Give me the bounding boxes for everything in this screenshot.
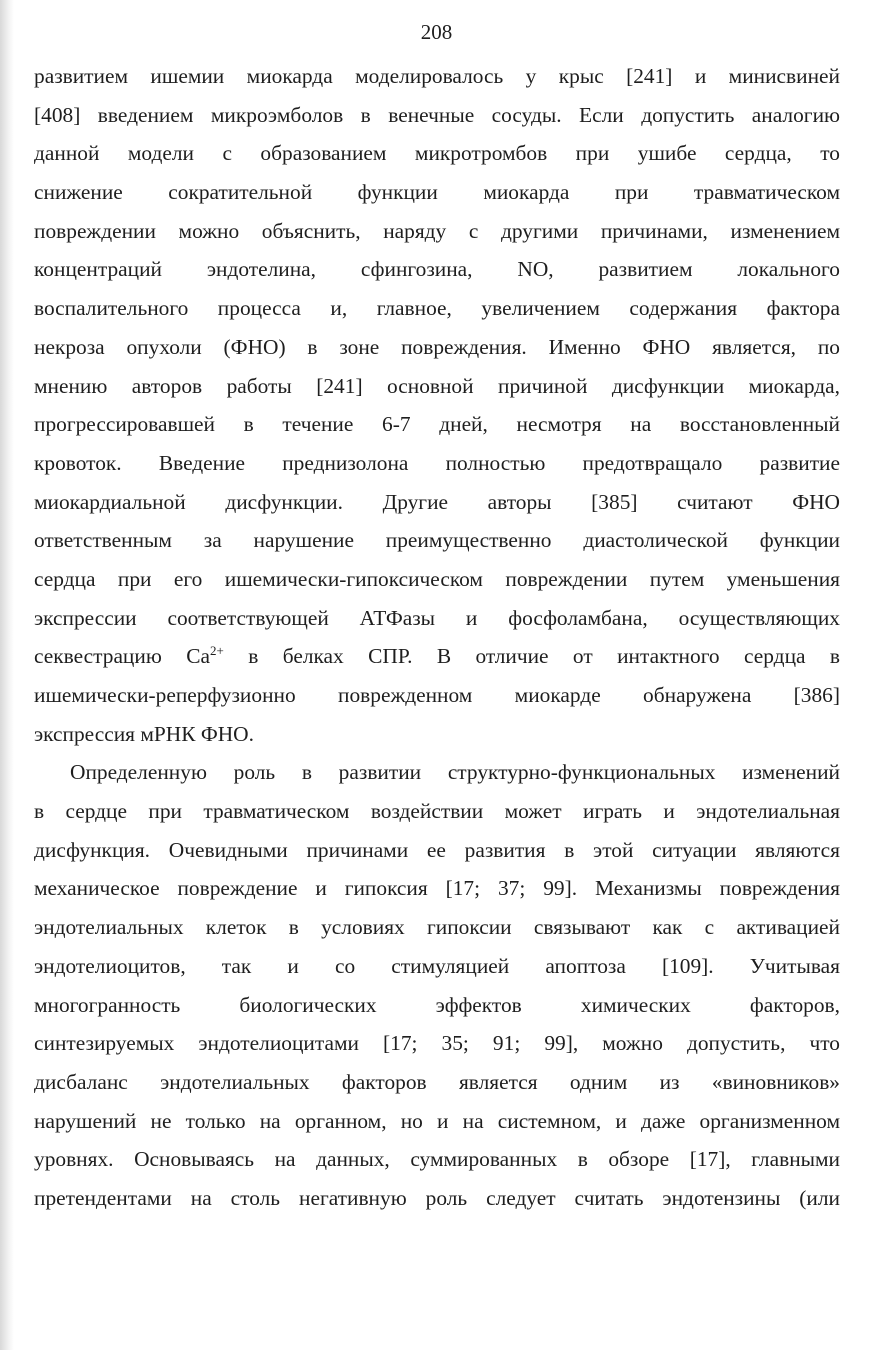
text-line: дисфункция. Очевидными причинами ее развития в этой ситуации являются: [34, 837, 840, 862]
text-line-with-superscript: [34, 637, 840, 676]
text-line: дисбаланс эндотелиальных факторов является одним из «виновников»: [34, 1069, 840, 1094]
text-line: снижение сократительной функции миокарда при травматическом: [34, 180, 840, 205]
text-line: нарушений не только на органном, но и на системном, и даже организменном: [34, 1108, 840, 1133]
scan-edge-shadow: [0, 0, 14, 1350]
text-line: данной модели с образованием микротромбов при ушибе сердца, то: [34, 141, 840, 166]
text-line: Определенную роль в развитии структурно-функциональных изменений: [70, 760, 840, 785]
superscript-charge: 2+: [209, 643, 224, 659]
text-fragment: в белках СПР. В отличие от интактного сердца в: [223, 644, 841, 669]
text-line: концентраций эндотелина, сфингозина, NO, развитием локального: [34, 257, 840, 282]
page-number: 208: [420, 20, 453, 44]
text-line: повреждении можно объяснить, наряду с другими причинами, изменением: [34, 218, 840, 243]
text-fragment: секвестрацию Ca: [34, 644, 210, 669]
text-line: многогранность биологических эффектов химических факторов,: [34, 992, 840, 1017]
text-line: эндотелиоцитов, так и со стимуляцией апоптоза [109]. Учитывая: [34, 953, 840, 978]
body-text: [34, 57, 840, 1218]
text-line: кровоток. Введение преднизолона полностью предотвращало развитие: [34, 450, 840, 475]
text-line: экспрессии соответствующей АТФазы и фосфоламбана, осуществляющих: [34, 605, 840, 630]
text-line: уровнях. Основываясь на данных, суммированных в обзоре [17], главными: [34, 1147, 840, 1172]
text-line: экспрессия мРНК ФНО.: [34, 721, 254, 746]
text-line: механическое повреждение и гипоксия [17; 37; 99]. Механизмы повреждения: [34, 876, 840, 901]
text-line: мнению авторов работы [241] основной причиной дисфункции миокарда,: [34, 373, 840, 398]
text-line: в сердце при травматическом воздействии может играть и эндотелиальная: [34, 799, 840, 824]
text-line: синтезируемых эндотелиоцитами [17; 35; 91; 99], можно допустить, что: [34, 1031, 840, 1056]
text-line: [408] введением микроэмболов в венечные сосуды. Если допустить аналогию: [34, 102, 840, 127]
text-line: сердца при его ишемически-гипоксическом повреждении путем уменьшения: [34, 566, 840, 591]
text-line: эндотелиальных клеток в условиях гипоксии связывают как с активацией: [34, 915, 840, 940]
text-line: развитием ишемии миокарда моделировалось у крыс [241] и минисвиней: [34, 64, 840, 88]
text-line: воспалительного процесса и, главное, увеличением содержания фактора: [34, 296, 840, 321]
text-line: ответственным за нарушение преимущественно диастолической функции: [34, 528, 840, 553]
text-line: миокардиальной дисфункции. Другие авторы [385] считают ФНО: [34, 489, 840, 514]
text-line: прогрессировавшей в течение 6-7 дней, несмотря на восстановленный: [34, 412, 840, 437]
text-line: некроза опухоли (ФНО) в зоне повреждения. Именно ФНО является, по: [34, 334, 840, 359]
text-line: претендентами на столь негативную роль следует считать эндотензины (или: [34, 1185, 840, 1210]
text-line: ишемически-реперфузионно поврежденном миокарде обнаружена [386]: [34, 683, 840, 707]
